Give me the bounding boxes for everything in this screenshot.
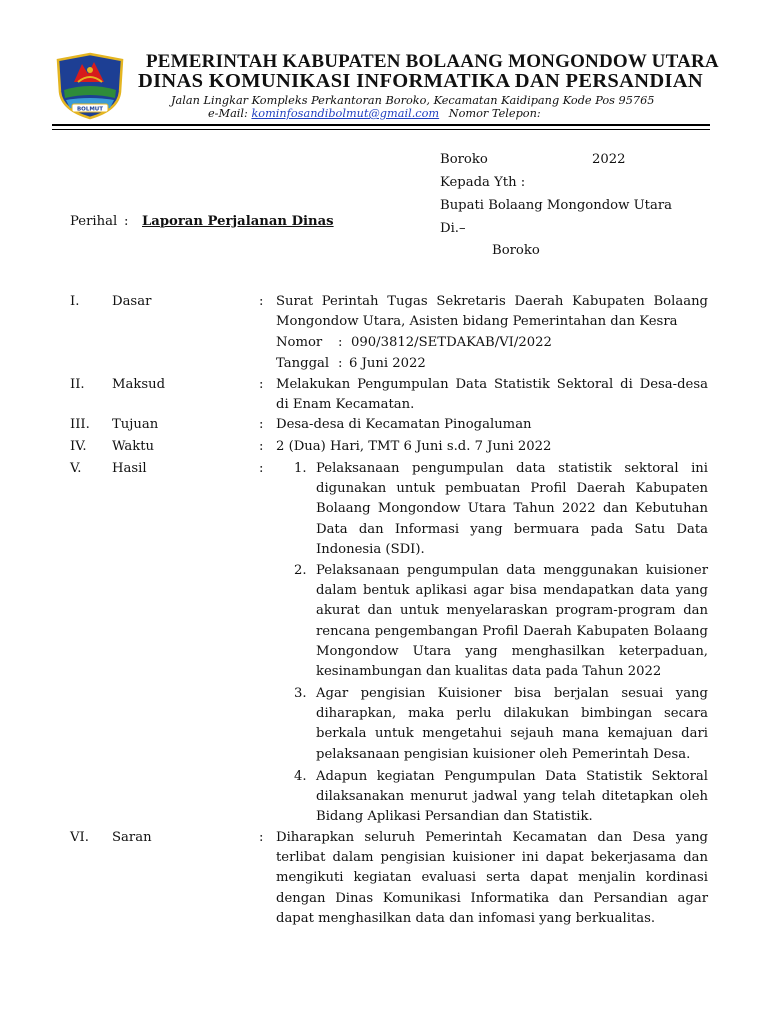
hasil-item-number: 1.	[294, 461, 307, 476]
waktu-text: 2 (Dua) Hari, TMT 6 Juni s.d. 7 Juni 2022	[276, 439, 552, 454]
hasil-item-number: 2.	[294, 563, 307, 578]
coat-of-arms-svg	[52, 52, 128, 120]
hasil-item-text: Pelaksanaan pengumpulan data menggunakan kuisioner dalam bentuk aplikasi agar bisa mendapatkan data yang akurat dan untuk menyelaraskan program-program dan rencana pengembangan Profil Daerah Kabupaten Bolaang Mongondow Utara yang menghasilkan keterpaduan, kesinambungan dan kualitas data pada Tahun 2022	[316, 563, 708, 680]
letterhead-agency: DINAS KOMUNIKASI INFORMATIKA DAN PERSANDIAN	[138, 70, 703, 92]
letterhead-contact	[208, 107, 541, 120]
saran-text: Diharapkan seluruh Pemerintah Kecamatan dan Desa yang terlibat dalam pengisian kuisioner ini dapat bekerjasama dan mengikuti kegiatan evaluasi serta dapat menjalin kordinasi dengan Dinas Komunikasi Informatika dan Persandian agar dapat menghasilkan data dan infomasi yang berkualitas.	[276, 830, 708, 926]
tujuan-text: Desa-desa di Kecamatan Pinogaluman	[276, 417, 532, 432]
dasar-text: Surat Perintah Tugas Sekretaris Daerah Kabupaten Bolaang Mongondow Utara, Asisten bidang Pemerintahan dan Kesra	[276, 294, 708, 330]
tujuan-colon: :	[259, 417, 264, 432]
letterhead-government: PEMERINTAH KABUPATEN BOLAANG MONGONDOW UTARA	[146, 51, 719, 72]
recipient-city: Boroko	[492, 243, 540, 258]
recipient-di: Di.–	[440, 221, 466, 236]
letterhead-rule-thin	[52, 129, 710, 130]
hasil-item-text: Adapun kegiatan Pengumpulan Data Statistik Sektoral dilaksanakan menurut jadwal yang telah ditetapkan oleh Bidang Aplikasi Persandian dan Statistik.	[316, 769, 708, 825]
saran-label: Saran	[112, 830, 152, 845]
letterhead-address: Jalan Lingkar Kompleks Perkantoran Boroko, Kecamatan Kaidipang Kode Pos 95765	[171, 94, 655, 107]
dasar-tanggal-colon: :	[338, 356, 343, 371]
saran-colon: :	[259, 830, 264, 845]
year: 2022	[592, 152, 626, 167]
regency-logo-icon	[52, 52, 128, 120]
maksud-text: Melakukan Pengumpulan Data Statistik Sektoral di Desa-desa di Enam Kecamatan.	[276, 377, 708, 413]
dasar-tanggal-value: 6 Juni 2022	[349, 356, 426, 371]
dasar-number: I.	[70, 294, 80, 309]
maksud-label: Maksud	[112, 377, 166, 392]
dasar-nomor-colon: :	[338, 335, 343, 350]
tujuan-number: III.	[70, 417, 90, 432]
letterhead-rule-thick	[52, 124, 710, 126]
waktu-colon: :	[259, 439, 264, 454]
phone-label: Nomor Telepon:	[448, 107, 541, 120]
svg-text:BOLMUT: BOLMUT	[76, 106, 104, 113]
dasar-tanggal-label: Tanggal	[276, 356, 330, 371]
recipient-name: Bupati Bolaang Mongondow Utara	[440, 198, 673, 213]
perihal-colon: :	[124, 214, 129, 229]
hasil-colon: :	[259, 461, 264, 476]
maksud-colon: :	[259, 377, 264, 392]
email-label: e-Mail:	[208, 107, 248, 120]
hasil-item-number: 3.	[294, 686, 307, 701]
kepada-yth: Kepada Yth :	[440, 175, 526, 190]
maksud-number: II.	[70, 377, 85, 392]
email-link[interactable]: kominfosandibolmut@gmail.com	[251, 107, 440, 120]
hasil-item-number: 4.	[294, 769, 307, 784]
hasil-number: V.	[70, 461, 82, 476]
perihal-label: Perihal	[70, 214, 118, 229]
perihal-value: Laporan Perjalanan Dinas	[142, 214, 334, 229]
dasar-nomor-label: Nomor	[276, 335, 323, 350]
hasil-item-text: Pelaksanaan pengumpulan data statistik sektoral ini digunakan untuk pembuatan Profil Daerah Kabupaten Bolaang Mongondow Utara Tahun 2022 dan Kebutuhan Data dan Informasi yang bermuara pada Satu Data Indonesia (SDI).	[316, 461, 708, 557]
tujuan-label: Tujuan	[112, 417, 159, 432]
hasil-item-text: Agar pengisian Kuisioner bisa berjalan sesuai yang diharapkan, maka perlu dilakukan bimbingan secara berkala untuk mengetahui sejauh mana kemajuan dari pelaksanaan pengisian kuisioner oleh Pemerintah Desa.	[316, 686, 708, 762]
hasil-label: Hasil	[112, 461, 147, 476]
dasar-colon: :	[259, 294, 264, 309]
dasar-label: Dasar	[112, 294, 152, 309]
waktu-label: Waktu	[112, 439, 155, 454]
saran-number: VI.	[70, 830, 89, 845]
place: Boroko	[440, 152, 488, 167]
waktu-number: IV.	[70, 439, 87, 454]
dasar-nomor-value: 090/3812/SETDAKAB/VI/2022	[351, 335, 552, 350]
